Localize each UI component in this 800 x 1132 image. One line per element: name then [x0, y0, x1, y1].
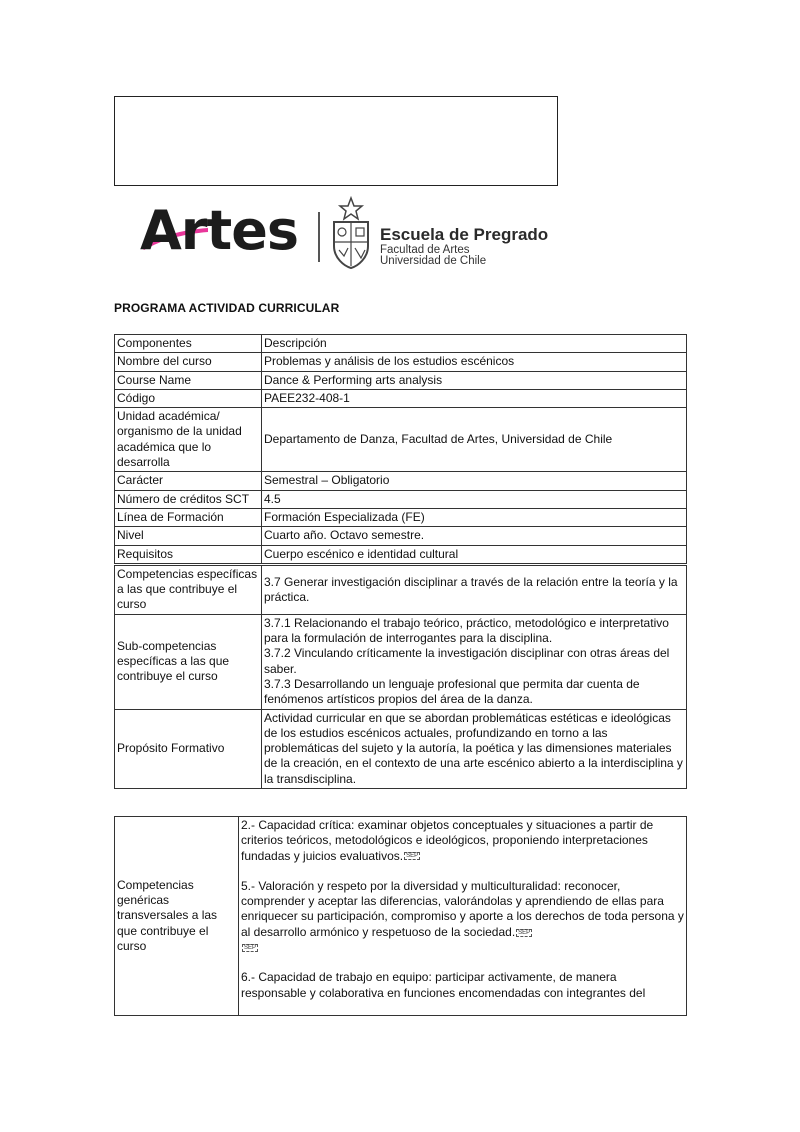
genericas-row [115, 817, 687, 1016]
row-label: Nombre del curso [115, 353, 262, 371]
row-value: Formación Especializada (FE) [262, 508, 687, 526]
table-header-row [115, 335, 687, 353]
sub-competencias-row [115, 614, 687, 709]
row-label: Unidad académica/ organismo de la unidad académica que lo desarrolla [115, 408, 262, 472]
row-value: 4.5 [262, 490, 687, 508]
header-value: Descripción [262, 335, 687, 353]
table-row [115, 545, 687, 564]
table-row [115, 490, 687, 508]
row-value: Departamento de Danza, Facultad de Artes, Universidad de Chile [262, 408, 687, 472]
list-item: 3.7.3 Desarrollando un lenguaje profesional que permita dar cuenta de fenómenos artísticos propios del área de la danza. [264, 676, 640, 707]
university-name: Universidad de Chile [380, 255, 487, 267]
spacer [241, 955, 684, 970]
brand-wordmark: Artes [140, 199, 299, 262]
faculty-name: Facultad de Artes [380, 244, 470, 256]
row-label: Competencias genéricas transversales a las que contribuye el curso [115, 817, 239, 1016]
row-value: Actividad curricular en que se abordan problemáticas estéticas e ideológicas de los estudios escénicos actuales, profundizando en torno a las problemáticas del sujeto y la autoría, la poética y las dimensiones materiales de la creación, en el contexto de una arte escénico abierto a la interdisciplina y la transdisciplina. [262, 709, 687, 788]
row-label: Código [115, 389, 262, 407]
header-label: Componentes [115, 335, 262, 353]
row-value [262, 614, 687, 709]
list-item: 3.7.1 Relacionando el trabajo teórico, práctico, metodológico e interpretativo para la formulación de interrogantes para la disciplina. [264, 615, 669, 646]
table-row [115, 371, 687, 389]
row-label: Sub-competencias específicas a las que contribuye el curso [115, 614, 262, 709]
program-table [114, 334, 687, 789]
sep-marker: SEP [244, 944, 257, 951]
spacer [241, 864, 684, 879]
list-item: 5.- Valoración y respeto por la diversidad y multiculturalidad: reconocer, comprender y aceptar las diferencias, valorándolas y aprendiendo de ellas para enriquecer su participación, compromiso y aporte a los derechos de toda persona y al desarrollo armónico y respetuoso de la sociedad. [241, 878, 684, 939]
genericas-content [241, 818, 684, 1014]
table-row [115, 508, 687, 526]
row-label: Competencias específicas a las que contribuye el curso [115, 564, 262, 614]
proposito-row [115, 709, 687, 788]
table-row [115, 408, 687, 472]
artes-logo [140, 196, 560, 274]
row-label: Course Name [115, 371, 262, 389]
row-label: Número de créditos SCT [115, 490, 262, 508]
row-value: Cuerpo escénico e identidad cultural [262, 545, 687, 564]
row-label: Requisitos [115, 545, 262, 564]
row-value: PAEE232-408-1 [262, 389, 687, 407]
page-title: PROGRAMA ACTIVIDAD CURRICULAR [114, 301, 340, 315]
row-value: Cuarto año. Octavo semestre. [262, 527, 687, 545]
list-item: 2.- Capacidad crítica: examinar objetos conceptuales y situaciones a partir de criterios teóricos, metodológicos e ideológicos, proponiendo interpretaciones fundadas y juicios evaluativos. [241, 818, 654, 863]
table-row [115, 389, 687, 407]
blank-header-box [114, 96, 558, 186]
university-crest-icon [328, 196, 374, 270]
table-row [115, 472, 687, 490]
row-label: Nivel [115, 527, 262, 545]
row-value [239, 817, 687, 1016]
logo-divider [318, 212, 320, 262]
row-value: 3.7 Generar investigación disciplinar a través de la relación entre la teoría y la práctica. [262, 564, 687, 614]
competencias-especificas-row [115, 564, 687, 614]
row-label: Línea de Formación [115, 508, 262, 526]
table-row [115, 527, 687, 545]
row-label: Propósito Formativo [115, 709, 262, 788]
table-row [115, 353, 687, 371]
row-value: Dance & Performing arts analysis [262, 371, 687, 389]
row-label: Carácter [115, 472, 262, 490]
sep-marker: SEP [518, 929, 531, 936]
sep-marker: SEP [406, 853, 419, 860]
row-value: Semestral – Obligatorio [262, 472, 687, 490]
list-item: 3.7.2 Vinculando críticamente la investigación disciplinar con otras áreas del saber. [264, 646, 670, 676]
school-name: Escuela de Pregrado [380, 225, 549, 244]
row-value: Problemas y análisis de los estudios escénicos [262, 353, 687, 371]
list-item: 6.- Capacidad de trabajo en equipo: participar activamente, de manera responsable y colaborativa en funciones encomendadas con integrantes del [241, 970, 646, 1000]
generic-competencies-table [114, 816, 687, 1016]
